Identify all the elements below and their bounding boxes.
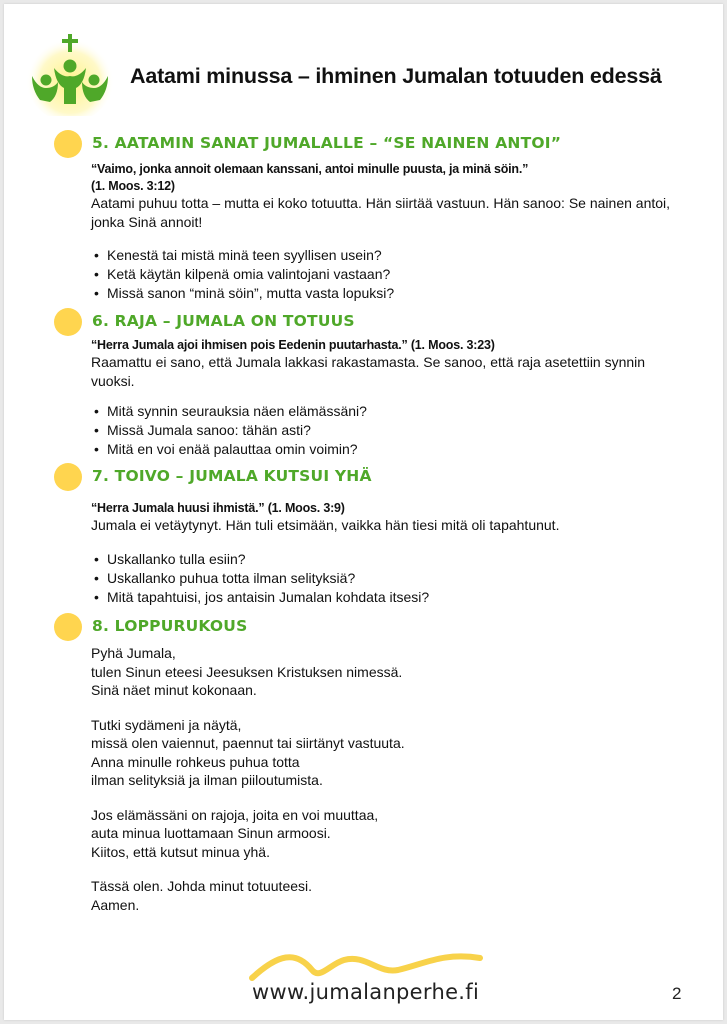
- list-item: • Mitä synnin seurauksia näen elämässäni?: [91, 402, 367, 421]
- section-text: Jumala ei vetäytynyt. Hän tuli etsimään, vaikka hän tiesi mitä oli tapahtunut.: [91, 517, 560, 533]
- bullet-dot: [54, 130, 82, 158]
- section-heading: 7. TOIVO – JUMALA KUTSUI YHÄ: [92, 467, 372, 485]
- prayer-stanza: [91, 716, 405, 790]
- list-item: • Uskallanko tulla esiin?: [91, 550, 429, 569]
- list-item: • Kenestä tai mistä minä teen syyllisen usein?: [91, 246, 394, 265]
- section-text: Aatami puhuu totta – mutta ei koko totuutta. Hän siirtää vastuun. Hän sanoo: Se nainen antoi, jonka Sinä annoit!: [91, 195, 671, 230]
- prayer-line: ilman selityksiä ja ilman piiloutumista.: [91, 772, 323, 788]
- prayer-line: Kiitos, että kutsut minua yhä.: [91, 843, 270, 860]
- scripture-reference: (1. Moos. 3:12): [91, 179, 175, 193]
- scripture-quote: “Herra Jumala ajoi ihmisen pois Eedenin puutarhasta.” (1. Moos. 3:23): [91, 338, 495, 352]
- scripture-quote: “Vaimo, jonka annoit olemaan kanssani, antoi minulle puusta, ja minä söin.”: [91, 162, 529, 176]
- prayer-line: Anna minulle rohkeus puhua totta: [91, 753, 300, 770]
- prayer-stanza: [91, 806, 405, 862]
- prayer-stanza: [91, 644, 405, 700]
- section-heading: 5. AATAMIN SANAT JUMALALLE – “SE NAINEN ANTOI”: [92, 134, 562, 152]
- prayer-line: Tässä olen. Johda minut totuuteesi.: [91, 878, 313, 894]
- list-item: • Uskallanko puhua totta ilman selityksiä?: [91, 569, 429, 588]
- page-number: 2: [672, 984, 682, 1003]
- website-link[interactable]: www.jumalanperhe.fi: [252, 980, 480, 1004]
- scripture-quote: “Herra Jumala huusi ihmistä.” (1. Moos. 3:9): [91, 501, 345, 515]
- prayer-stanza: [91, 877, 405, 914]
- section-heading: 6. RAJA – JUMALA ON TOTUUS: [92, 312, 355, 330]
- document-page: [4, 4, 723, 1020]
- bullet-dot: [54, 613, 82, 641]
- prayer-line: Tutki sydämeni ja näytä,: [91, 716, 242, 733]
- prayer-line: Pyhä Jumala,: [91, 645, 176, 661]
- prayer-line: auta minua luottamaan Sinun armoosi.: [91, 825, 331, 841]
- prayer-line: Sinä näet minut kokonaan.: [91, 682, 257, 698]
- prayer-line: Jos elämässäni on rajoja, joita en voi muuttaa,: [91, 806, 379, 823]
- closing-prayer: [91, 644, 405, 930]
- list-item: • Missä Jumala sanoo: tähän asti?: [91, 421, 367, 440]
- list-item: • Ketä käytän kilpenä omia valintojani vastaan?: [91, 265, 394, 284]
- reflection-questions: [91, 550, 429, 607]
- reflection-questions: [91, 246, 394, 303]
- reflection-questions: [91, 402, 367, 459]
- list-item: • Missä sanon “minä söin”, mutta vasta lopuksi?: [91, 284, 394, 303]
- section-text: Raamattu ei sano, että Jumala lakkasi rakastamasta. Se sanoo, että raja asetettiin synnin vuoksi.: [91, 354, 646, 389]
- swoosh-decoration-icon: [248, 944, 484, 984]
- prayer-line: tulen Sinun eteesi Jeesuksen Kristuksen nimessä.: [91, 663, 403, 680]
- prayer-line: Aamen.: [91, 896, 140, 913]
- bullet-dot: [54, 308, 82, 336]
- bullet-dot: [54, 463, 82, 491]
- page-title: Aatami minussa – ihminen Jumalan totuuden edessä: [130, 64, 662, 88]
- list-item: • Mitä en voi enää palauttaa omin voimin?: [91, 440, 367, 459]
- prayer-line: missä olen vaiennut, paennut tai siirtänyt vastuuta.: [91, 735, 405, 751]
- section-heading: 8. LOPPURUKOUS: [92, 617, 248, 635]
- list-item: • Mitä tapahtuisi, jos antaisin Jumalan kohdata itsesi?: [91, 588, 429, 607]
- family-cross-logo-icon: [24, 28, 116, 116]
